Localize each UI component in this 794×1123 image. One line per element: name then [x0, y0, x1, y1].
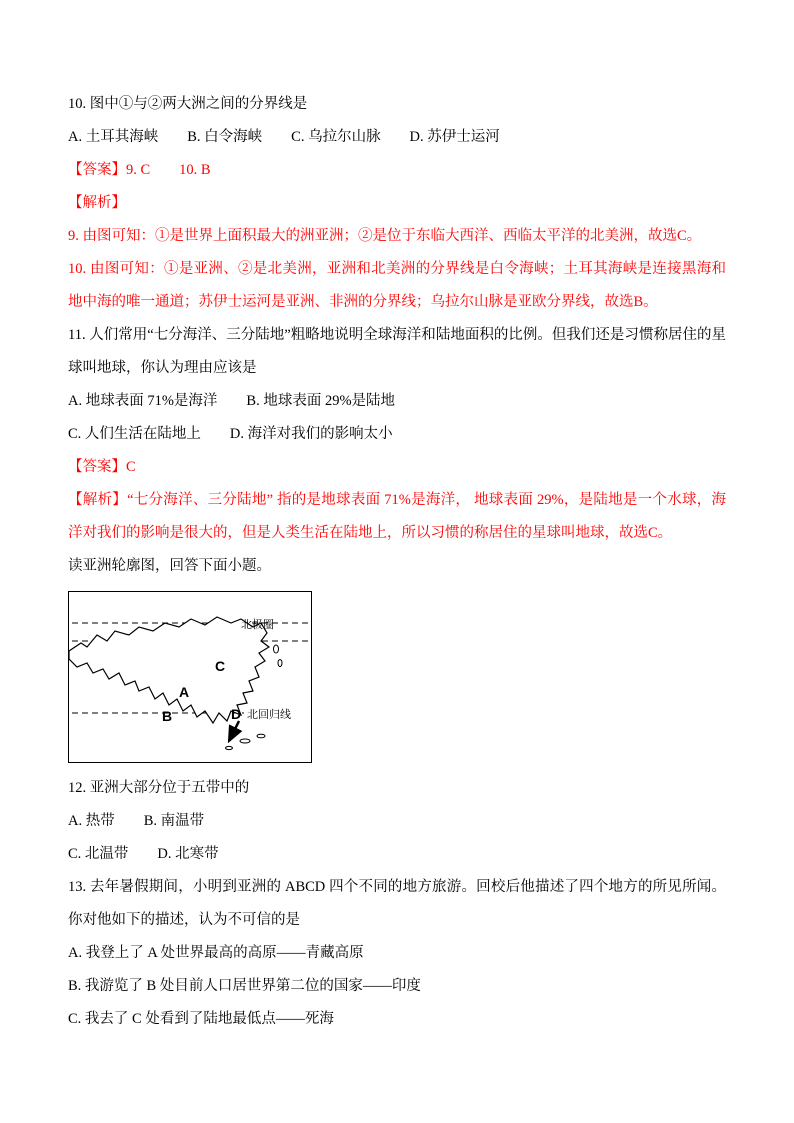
island-sea-2: [257, 734, 265, 738]
question-13-option-b: B. 我游览了 B 处目前人口居世界第二位的国家——印度: [68, 978, 421, 994]
question-10-options: A. 土耳其海峡 B. 白令海峡 C. 乌拉尔山脉 D. 苏伊士运河: [68, 129, 500, 145]
map-point-d: D: [231, 706, 242, 722]
asia-outline-map: [68, 591, 312, 763]
question-12-options-ab: A. 热带 B. 南温带: [68, 813, 205, 829]
question-11-options-ab: A. 地球表面 71%是海洋 B. 地球表面 29%是陆地: [68, 393, 396, 409]
analysis-11: 【解析】“七分海洋、三分陆地” 指的是地球表面 71%是海洋， 地球表面 29%，是陆地是一个水球，海洋对我们的影响是很大的，但是人类生活在陆地上，所以习惯的称居住的星球叫地球，故选C。: [68, 492, 726, 541]
map-instruction: 读亚洲轮廓图，回答下面小题。: [68, 558, 271, 574]
question-13-stem: 13. 去年暑假期间，小明到亚洲的 ABCD 四个不同的地方旅游。回校后他描述了四个地方的所见所闻。你对他如下的描述，认为不可信的是: [68, 879, 726, 928]
map-point-a: A: [179, 684, 190, 700]
island-japan-2: [278, 660, 282, 667]
arctic-circle-label: 北极圈: [241, 619, 274, 631]
map-point-c: C: [215, 658, 226, 674]
island-sea-1: [240, 739, 250, 743]
analysis-label: 【解析】: [68, 195, 126, 211]
island-japan-1: [274, 645, 279, 653]
tropic-of-cancer-label: 北回归线: [247, 709, 291, 721]
question-13-option-a: A. 我登上了 A 处世界最高的高原——青藏高原: [68, 945, 364, 961]
question-12-options-cd: C. 北温带 D. 北寒带: [68, 846, 219, 862]
question-12-stem: 12. 亚洲大部分位于五带中的: [68, 780, 250, 796]
question-11-stem: 11. 人们常用“七分海洋、三分陆地”粗略地说明全球海洋和陆地面积的比例。但我们还是习惯称居住的星球叫地球，你认为理由应该是: [68, 327, 726, 376]
map-point-b: B: [162, 708, 173, 724]
question-11-options-cd: C. 人们生活在陆地上 D. 海洋对我们的影响太小: [68, 426, 393, 442]
analysis-9: 9. 由图可知：①是世界上面积最大的洲亚洲；②是位于东临大西洋、西临太平洋的北美洲，故选C。: [68, 228, 702, 244]
asia-map-svg: [69, 592, 311, 762]
answer-9-10: 【答案】9. C 10. B: [68, 162, 211, 178]
question-10-stem: 10. 图中①与②两大洲之间的分界线是: [68, 96, 308, 112]
question-13-option-c: C. 我去了 C 处看到了陆地最低点——死海: [68, 1011, 334, 1027]
map-arrow: [229, 721, 239, 741]
answer-11: 【答案】C: [68, 459, 136, 475]
analysis-10: 10. 由图可知：①是亚洲、②是北美洲，亚洲和北美洲的分界线是白令海峡；土耳其海峡是连接黑海和地中海的唯一通道；苏伊士运河是亚洲、非洲的分界线；乌拉尔山脉是亚欧分界线，故选B。: [68, 261, 726, 310]
island-sea-3: [226, 746, 233, 749]
